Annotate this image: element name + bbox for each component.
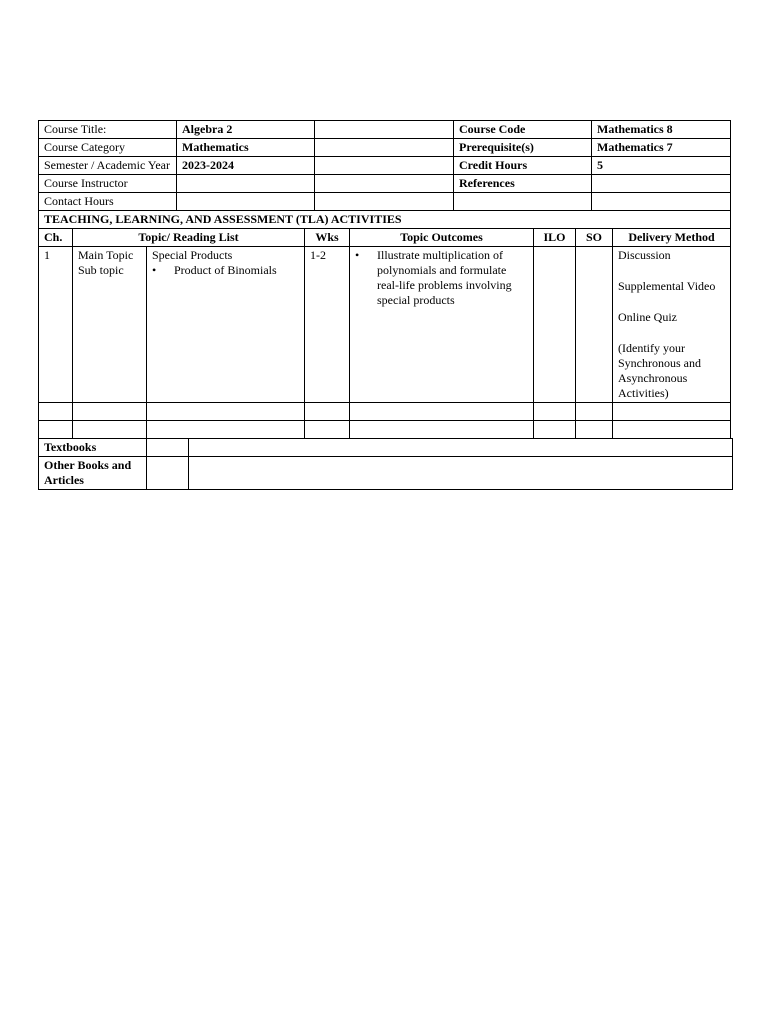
empty-cell <box>177 175 315 193</box>
syllabus-sheet <box>38 120 730 490</box>
empty-cell <box>315 157 454 175</box>
column-header-ch: Ch. <box>39 229 73 247</box>
empty-cell <box>147 457 189 490</box>
outcomes-list <box>355 248 528 308</box>
course-category-value: Mathematics <box>177 139 315 157</box>
contact-hours-label: Contact Hours <box>39 193 177 211</box>
sub-topic-label: Sub topic <box>78 263 124 277</box>
prerequisite-value: Mathematics 7 <box>592 139 731 157</box>
table-header-row <box>39 229 731 247</box>
outcomes-cell <box>350 247 534 403</box>
bullet-icon: • <box>355 248 360 262</box>
empty-cell <box>315 193 454 211</box>
course-info-table <box>38 120 731 211</box>
chapter-number: 1 <box>39 247 73 403</box>
textbooks-label: Textbooks <box>39 439 147 457</box>
empty-cell <box>189 457 733 490</box>
delivery-item: Online Quiz <box>618 310 677 324</box>
course-category-label: Course Category <box>39 139 177 157</box>
topic-title: Special Products <box>152 248 233 262</box>
table-row <box>39 139 731 157</box>
outcome-text: Illustrate multiplication of polynomials and formulate real-life problems involving special products <box>377 248 512 307</box>
empty-cell <box>177 193 315 211</box>
so-cell <box>576 247 613 403</box>
empty-cell <box>315 175 454 193</box>
instructor-label: Course Instructor <box>39 175 177 193</box>
delivery-item: Discussion <box>618 248 671 262</box>
other-books-label: Other Books and Articles <box>39 457 147 490</box>
empty-cell <box>592 193 731 211</box>
empty-cell <box>454 193 592 211</box>
delivery-item: Supplemental Video <box>618 279 716 293</box>
credit-hours-value: 5 <box>592 157 731 175</box>
tla-heading: TEACHING, LEARNING, AND ASSESSMENT (TLA) ACTIVITIES <box>39 211 731 229</box>
course-title-label: Course Title: <box>39 121 177 139</box>
empty-cell <box>315 139 454 157</box>
delivery-item: (Identify your Synchronous and Asynchronous Activities) <box>618 341 701 400</box>
tla-activities-table <box>38 210 731 439</box>
column-header-wks: Wks <box>305 229 350 247</box>
list-item <box>152 263 299 278</box>
prerequisite-label: Prerequisite(s) <box>454 139 592 157</box>
table-row <box>39 175 731 193</box>
course-code-value: Mathematics 8 <box>592 121 731 139</box>
topic-type-cell <box>73 247 147 403</box>
topic-cell <box>147 247 305 403</box>
subtopic-text: Product of Binomials <box>174 263 277 277</box>
references-label: References <box>454 175 592 193</box>
bullet-icon: • <box>152 263 157 277</box>
column-header-ilo: ILO <box>534 229 576 247</box>
table-row <box>39 193 731 211</box>
column-header-topic: Topic/ Reading List <box>73 229 305 247</box>
empty-cell <box>189 439 733 457</box>
table-row <box>39 247 731 403</box>
table-row <box>39 211 731 229</box>
table-row <box>39 403 731 421</box>
empty-cell <box>147 439 189 457</box>
ilo-cell <box>534 247 576 403</box>
table-row <box>39 121 731 139</box>
course-title-value: Algebra 2 <box>177 121 315 139</box>
empty-cell <box>592 175 731 193</box>
weeks-cell: 1-2 <box>305 247 350 403</box>
table-row <box>39 421 731 439</box>
table-row <box>39 439 733 457</box>
course-code-label: Course Code <box>454 121 592 139</box>
delivery-cell <box>613 247 731 403</box>
empty-cell <box>315 121 454 139</box>
semester-label: Semester / Academic Year <box>39 157 177 175</box>
table-row <box>39 157 731 175</box>
column-header-outcomes: Topic Outcomes <box>350 229 534 247</box>
subtopic-list <box>152 263 299 278</box>
semester-value: 2023-2024 <box>177 157 315 175</box>
table-row <box>39 457 733 490</box>
column-header-delivery: Delivery Method <box>613 229 731 247</box>
books-table <box>38 438 733 490</box>
list-item <box>355 248 528 308</box>
main-topic-label: Main Topic <box>78 248 134 262</box>
credit-hours-label: Credit Hours <box>454 157 592 175</box>
column-header-so: SO <box>576 229 613 247</box>
